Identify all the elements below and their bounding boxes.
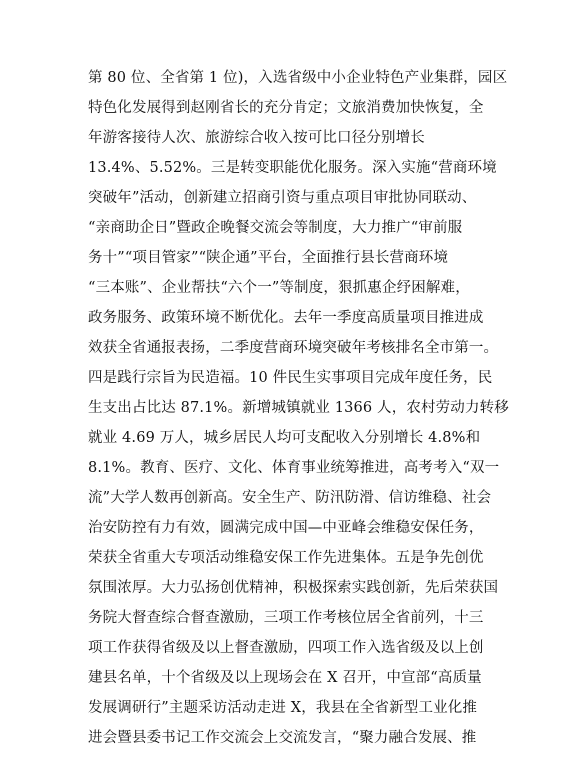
text-line: 进会暨县委书记工作交流会上交流发言，“聚力融合发展、推 bbox=[88, 730, 477, 746]
text-line: 年游客接待人次、旅游综合收入按可比口径分别增长 bbox=[88, 130, 425, 146]
text-line: 特色化发展得到赵刚省长的充分肯定；文旅消费加快恢复，全 bbox=[88, 100, 484, 116]
text-line: 务院大督查综合督查激励，三项工作考核位居全省前列，十三 bbox=[88, 610, 484, 626]
text-line: 13.4%、5.52%。三是转变职能优化服务。深入实施“营商环境 bbox=[88, 160, 497, 176]
text-line: “三本账”、企业帮扶“六个一”等制度，狠抓惠企纾困解难， bbox=[88, 280, 470, 296]
text-line: 就业 4.69 万人，城乡居民人均可支配收入分别增长 4.8%和 bbox=[88, 430, 481, 446]
text-line: 流”大学人数再创新高。安全生产、防汛防滑、信访维稳、社会 bbox=[88, 490, 492, 506]
text-line: 四是践行宗旨为民造福。10 件民生实事项目完成年度任务，民 bbox=[88, 370, 493, 386]
text-line: 政务服务、政策环境不断优化。去年一季度高质量项目推进成 bbox=[88, 310, 484, 326]
text-line: 治安防控有力有效，圆满完成中国—中亚峰会维稳安保任务， bbox=[88, 520, 484, 536]
text-line: 氛围浓厚。大力弘扬创优精神，积极探索实践创新，先后荣获国 bbox=[88, 580, 499, 596]
text-line: “亲商助企日”暨政企晚餐交流会等制度，大力推广“审前服 bbox=[88, 220, 463, 236]
text-line: 突破年”活动，创新建立招商引资与重点项目审批协同联动、 bbox=[88, 190, 477, 206]
text-line: 荣获全省重大专项活动维稳安保工作先进集体。五是争先创优 bbox=[88, 550, 484, 566]
text-line: 生支出占比达 87.1%。新增城镇就业 1366 人，农村劳动力转移 bbox=[88, 400, 509, 416]
text-line: 8.1%。教育、医疗、文化、体育事业统筹推进，高考考入“双一 bbox=[88, 460, 500, 476]
body-text bbox=[88, 63, 508, 753]
text-line: 效获全省通报表扬，二季度营商环境突破年考核排名全市第一。 bbox=[88, 340, 499, 356]
text-line: 项工作获得省级及以上督查激励，四项工作入选省级及以上创 bbox=[88, 640, 484, 656]
text-line: 第 80 位、全省第 1 位)，入选省级中小企业特色产业集群，园区 bbox=[88, 70, 508, 86]
text-line: 建县名单，十个省级及以上现场会在 X 召开，中宣部“高质量 bbox=[88, 670, 482, 686]
text-line: 发展调研行”主题采访活动走进 X，我县在全省新型工业化推 bbox=[88, 700, 478, 716]
text-line: 务十”“项目管家”“陕企通”平台，全面推行县长营商环境 bbox=[88, 250, 449, 266]
